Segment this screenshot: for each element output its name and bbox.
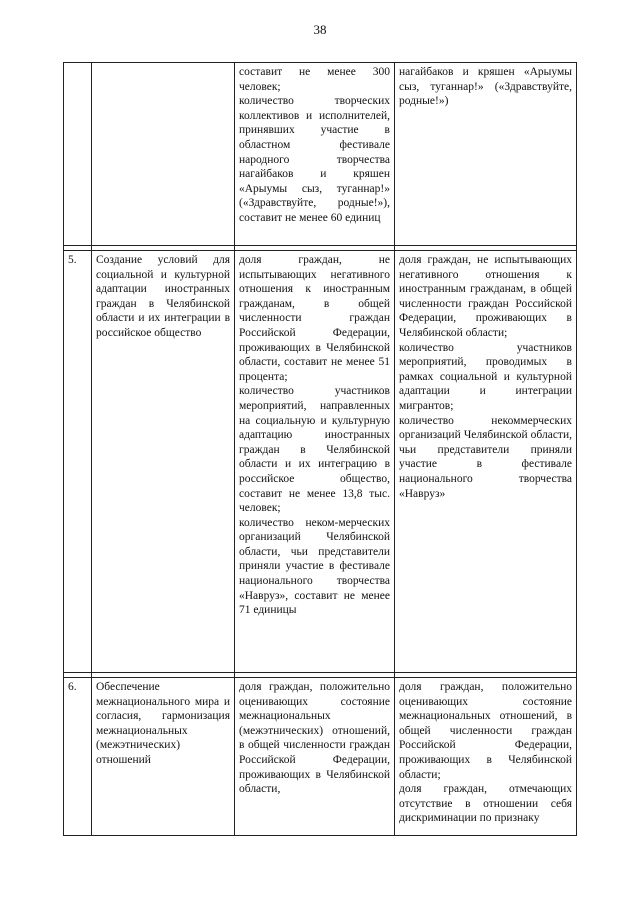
- program-table: [63, 62, 577, 836]
- table-row: [64, 63, 577, 246]
- result-indicators: нагайбаков и кряшен «Арыумы сыз, туганнар!» («Здравствуйте, родные!»): [395, 63, 577, 246]
- page-number: 38: [313, 22, 327, 37]
- row-number: 6.: [64, 678, 92, 836]
- result-indicators: доля граждан, положительно оценивающих состояние межнациональных отношений, в общей численности граждан Российской Федерации, проживающих в Челябинской области; доля граждан, отмечающих отсутствие в отношении себя дискриминации по признаку: [395, 678, 577, 836]
- row-number: [64, 63, 92, 246]
- target-indicators: доля граждан, не испытывающих негативного отношения к иностранным гражданам, в общей численности граждан Российской Федерации, проживающих в Челябинской области, составит не менее 51 процента; количество участников мероприятий, направленных на социальную и культурную адаптацию иностранных граждан в Челябинской области и их интеграцию в российское общество, составит не менее 13,8 тыс. человек; количество неком-мерческих организаций Челябинской области, чьи представители приняли участие в фестивале национального творчества «Навруз», составит не менее 71 единицы: [235, 251, 395, 673]
- task-name: Обеспечение межнационального мира и согласия, гармонизация межнациональных (межэтнических) отношений: [92, 678, 235, 836]
- table-row: [64, 678, 577, 836]
- result-indicators: доля граждан, не испытывающих негативного отношения к иностранным гражданам, в общей численности граждан Российской Федерации, проживающих в Челябинской области; количество участников мероприятий, проводимых в рамках социальной и культурной адаптации и интеграции мигрантов; количество некоммерческих организаций Челябинской области, чьи представители приняли участие в фестивале национального творчества «Навруз»: [395, 251, 577, 673]
- target-indicators: составит не менее 300 человек; количество творческих коллективов и исполнителей, принявших участие в областном фестивале народного творчества нагайбаков и кряшен «Арыумы сыз, туганнар!» («Здравствуйте, родные!»), составит не менее 60 единиц: [235, 63, 395, 246]
- task-name: Создание условий для социальной и культурной адаптации иностранных граждан в Челябинской области и их интеграции в российское общество: [92, 251, 235, 673]
- table-row: [64, 251, 577, 673]
- row-number: 5.: [64, 251, 92, 673]
- target-indicators: доля граждан, положительно оценивающих состояние межнациональных (межэтнических) отношений, в общей численности граждан Российской Федерации, проживающих в Челябинской области,: [235, 678, 395, 836]
- task-name: [92, 63, 235, 246]
